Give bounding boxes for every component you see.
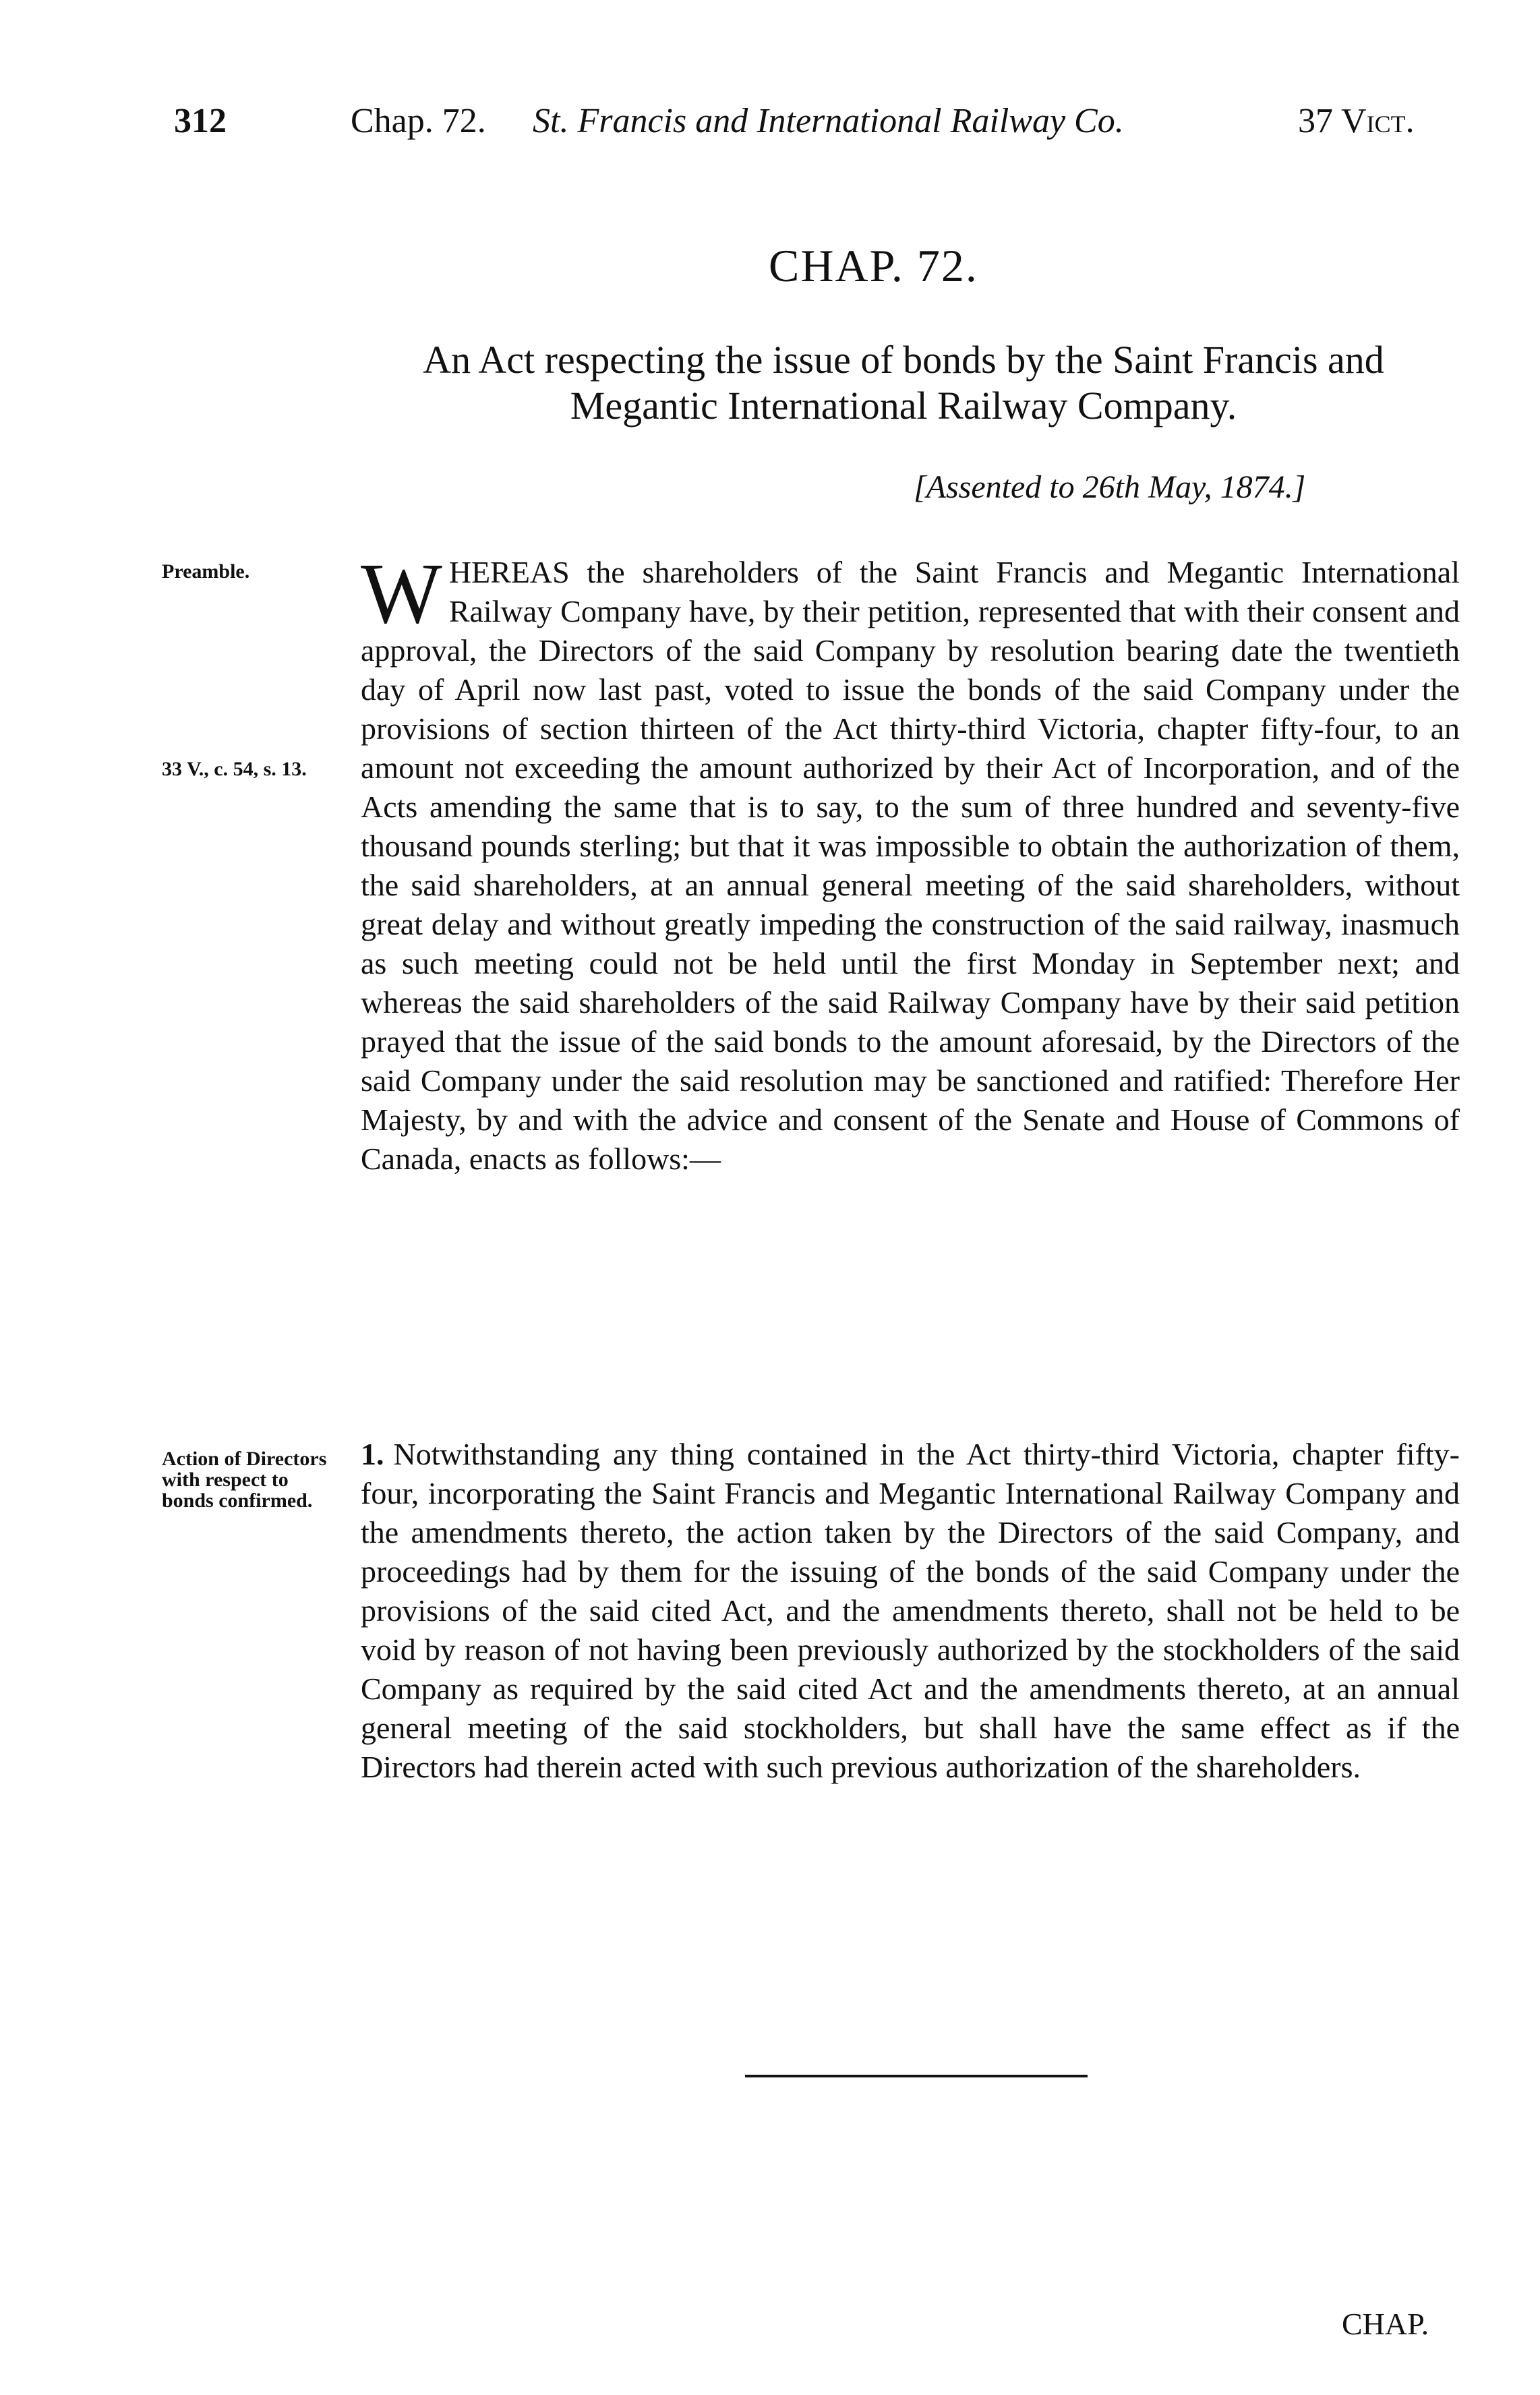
running-head-chapter: Chap. 72. (351, 102, 486, 140)
assent-date: [Assented to 26th May, 1874.] (914, 469, 1306, 505)
margin-note-citation: 33 V., c. 54, s. 13. (162, 758, 307, 780)
section-1-paragraph (361, 1435, 1460, 1787)
drop-cap: W (361, 545, 442, 641)
regnal-year: 37 Vict. (1298, 102, 1415, 140)
act-title: An Act respecting the issue of bonds by the Saint Francis and Megantic International Railway Company. (423, 338, 1384, 427)
catchword: CHAP. (1342, 2307, 1429, 2341)
preamble-paragraph (361, 545, 1460, 1179)
page-number: 312 (174, 102, 227, 140)
chapter-heading: CHAP. 72. (769, 240, 978, 291)
section-number: 1. (361, 1437, 384, 1471)
running-head-title: St. Francis and International Railway Co. (533, 102, 1124, 140)
preamble-text: HEREAS the shareholders of the Saint Francis and Megantic International Railway Company have, by their petition, represented that with their consent and approval, the Directors of the said Company by resolution bearing date the twentieth day of April now last past, voted to issue the bonds of the said Company under the provisions of section thirteen of the Act thirty-third Victoria, chapter fifty-four, to an amount not exceeding the amount authorized by their Act of Incorporation, and of the Acts amending the same that is to say, to the sum of three hundred and seventy-five thousand pounds sterling; but that it was impossible to obtain the authorization of them, the said shareholders, at an annual general meeting of the said shareholders, without great delay and without greatly impeding the construction of the said railway, inasmuch as such meeting could not be held until the first Monday in September next; and whereas the said shareholders of the said Railway Company have by their said petition prayed that the issue of the said bonds to the amount aforesaid, by the Directors of the said Company under the said resolution may be sanctioned and ratified: Therefore Her Majesty, by and with the advice and consent of the Senate and House of Commons of Canada, enacts as follows:— (361, 555, 1460, 1176)
section-1-text: Notwithstanding any thing contained in the Act thirty-third Victoria, chapter fifty-four, incorporating the Saint Francis and Megantic International Railway Company and the amendments thereto, the action taken by the Directors of the said Company, and proceedings had by them for the issuing of the bonds of the said Company under the provisions of the said cited Act, and the amendments thereto, shall not be held to be void by reason of not having been previously authorized by the stockholders of the said Company as required by the said cited Act and the amendments thereto, at an annual general meeting of the said stockholders, but shall have the same effect as if the Directors had therein acted with such previous authorization of the shareholders. (361, 1437, 1460, 1784)
margin-note-section-1: Action of Directors with respect to bonds confirmed. (162, 1448, 327, 1512)
end-rule (745, 2075, 1088, 2077)
margin-note-preamble: Preamble. (162, 560, 250, 583)
running-head (0, 101, 1540, 155)
